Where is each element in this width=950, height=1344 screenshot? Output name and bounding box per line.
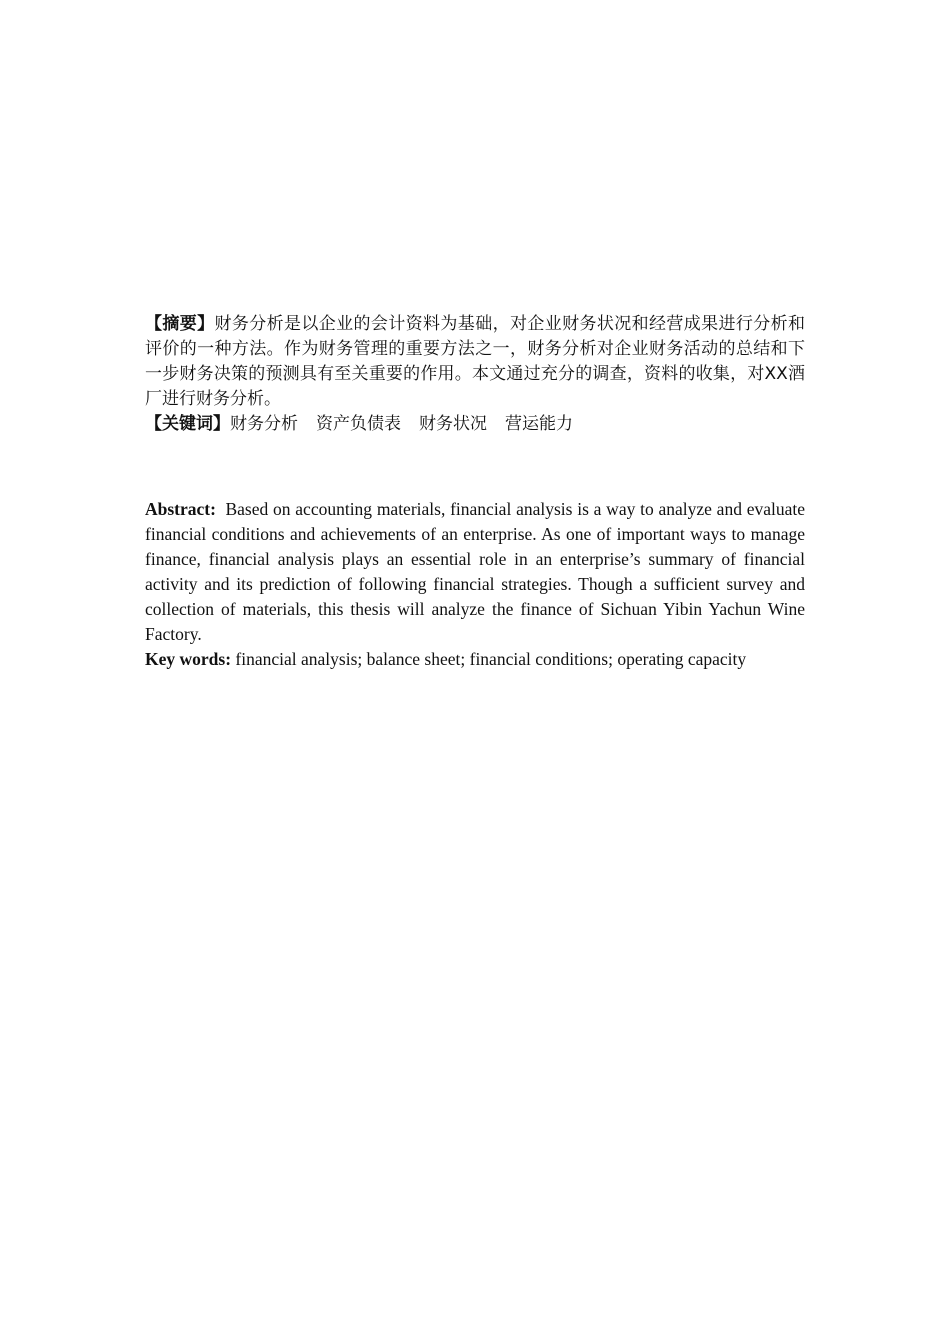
chinese-keywords-line [145,412,805,437]
chinese-keyword: 营运能力 [505,414,573,434]
chinese-keyword: 资产负债表 [316,414,401,434]
chinese-abstract-section [145,312,805,437]
chinese-keywords-label: 【关键词】 [145,414,230,434]
chinese-keyword: 财务状况 [419,414,487,434]
english-keywords-line [145,647,805,672]
english-abstract-paragraph [145,497,805,647]
chinese-keyword: 财务分析 [230,414,298,434]
english-abstract-section [145,497,805,672]
english-keywords-label: Key words: [145,649,232,669]
english-abstract-text: Based on accounting materials, financial analysis is a way to analyze and evaluate financial conditions and achievements of an enterprise. As one of important ways to manage finance, financial analysis plays an essential role in an enterprise’s summary of financial activity and its prediction of following financial strategies. Though a sufficient survey and collection of materials, this thesis will analyze the finance of Sichuan Yibin Yachun Wine Factory. [145,499,805,644]
english-keywords-text: financial analysis; balance sheet; financial conditions; operating capacity [235,649,747,669]
chinese-abstract-label: 【摘要】 [145,314,215,334]
english-abstract-label: Abstract: [145,499,216,519]
chinese-abstract-paragraph [145,312,805,412]
chinese-abstract-text: 财务分析是以企业的会计资料为基础，对企业财务状况和经营成果进行分析和评价的一种方法。作为财务管理的重要方法之一，财务分析对企业财务活动的总结和下一步财务决策的预测具有至关重要的作用。本文通过充分的调查，资料的收集，对XX酒厂进行财务分析。 [145,314,806,409]
